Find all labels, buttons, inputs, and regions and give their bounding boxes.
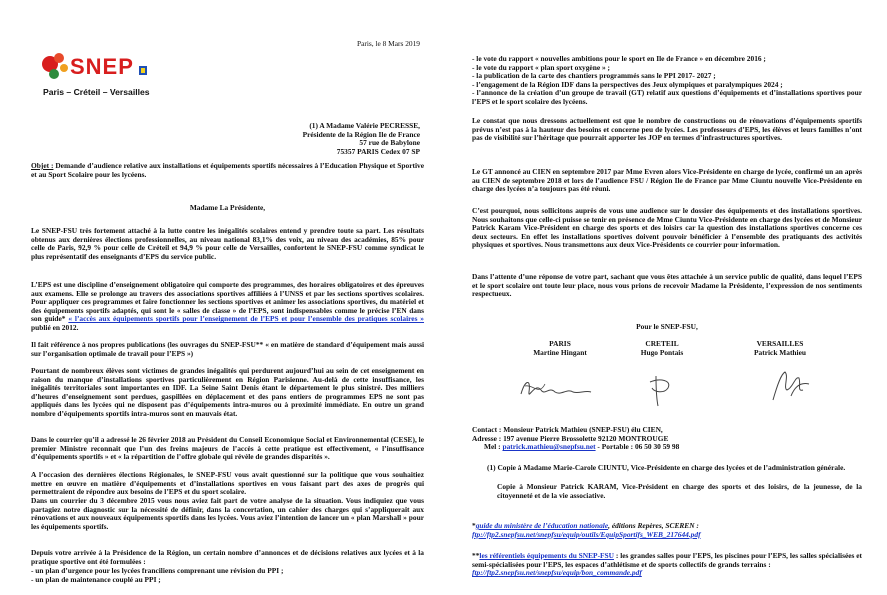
signatory-paris	[515, 340, 605, 357]
footnote-url[interactable]: ftp://ftp2.snepfsu.net/snepfsu/equip/outils/EquipSportifs_WEB_217644.pdf	[472, 529, 701, 539]
object-text: Demande d’audience relative aux installations et équipements sportifs nécessaires à l’Education Physique et Sportive et au Sport Scolaire pour les lycéens.	[31, 161, 424, 179]
paragraph: Dans l’attente d’une réponse de votre part, sachant que vous êtes attachée à un service public de qualité, dans lequel l’EPS et le sport scolaire ont toute leur place, nous vous prions de recevoir Madame la Présidente, l’expression de nos sentiments respectueux.	[472, 272, 862, 299]
signatory-name: Patrick Mathieu	[754, 347, 806, 357]
org-line: Paris – Créteil – Versailles	[43, 87, 150, 97]
recipient-line: 75357 PARIS Cedex 07 SP	[336, 146, 420, 156]
list-item: - la publication de la carte des chantiers programmés sans le PPI 2017- 2027 ;	[472, 71, 716, 81]
signature-pontais-image	[640, 372, 690, 408]
paragraph: Dans un courrier du 3 décembre 2015 vous nous aviez fait part de votre analyse de la situation. Vous indiquiez que vous partagiez notre diagnostic sur la nécessité de définir, dans la concertation, un cahier des charges qui s’appliquerait aux rénovations et aux nouveaux équipements sportifs dans les lycées. Vous aviez l’intention de lancer un « plan Marshall » pour les équipements sportifs.	[31, 496, 424, 531]
signature-mathieu-image	[765, 366, 815, 406]
footnote-text: : les grandes salles pour l’EPS, les piscines pour l’EPS, les salles spécialisées et semi-spécialisées pour l’EPS, les espaces d’athlétisme et de sports collectifs de grands terrains :	[472, 551, 862, 569]
signatory-city: PARIS	[549, 339, 571, 348]
recipient-block	[258, 122, 420, 156]
recipient-line: Présidente de la Région Ile de France	[302, 129, 420, 139]
contact-block	[472, 426, 862, 452]
paragraph: Le constat que nous dressons actuellement est que le nombre de constructions ou de rénovations d’équipements sportifs prévus n’est pas à la hauteur des besoins et concerne peu de lycées. Les professeurs d’EPS, les élèves et leurs familles n’ont pas de visibilité sur l’héritage que pourrait apporter les JOP en termes d’infrastructures sportives.	[472, 116, 862, 143]
signatory-city: VERSAILLES	[756, 339, 804, 348]
snep-logo	[40, 50, 160, 86]
copy-note: Copie à Monsieur Patrick KARAM, Vice-Président en charge des sports et des loisirs, de la jeunesse, de la citoyenneté et de la vie associative.	[497, 482, 862, 500]
footnote-marker: *	[472, 521, 476, 530]
paragraph: Il fait référence à nos propres publications (les ouvrages du SNEP-FSU** « en matière de standard d’équipement mais aussi sur l’organisation optimale de travail pour l’EPS »)	[31, 340, 424, 358]
footnote-link[interactable]: les référentiels équipements du SNEP-FSU	[479, 551, 614, 560]
copy-note: (1) Copie à Madame Marie-Carole CIUNTU, Vice-Présidente en charge des lycées et de l’administration générale.	[487, 463, 846, 472]
signatory-versailles	[735, 340, 825, 357]
footnote-text: , éditions Repères, SCEREN :	[608, 521, 699, 530]
list-item: - un plan de maintenance couplé au PPI ;	[31, 574, 161, 584]
guide-link[interactable]: « l’accès aux équipements sportifs pour l’enseignement de l’EPS et pour l’ensemble des pratiques scolaires »	[68, 314, 425, 324]
signatory-creteil	[617, 340, 707, 357]
contact-phone: - Portable : 06 50 30 59 98	[595, 442, 680, 452]
object-label: Objet :	[31, 161, 54, 170]
signatory-city: CRETEIL	[645, 339, 679, 348]
contact-line	[472, 443, 862, 452]
footnote	[472, 552, 862, 578]
signature-hingant-image	[515, 372, 595, 406]
signoff: Pour le SNEP-FSU,	[636, 322, 698, 331]
contact-line: Contact : Monsieur Patrick Mathieu (SNEP-FSU) élu CIEN,	[472, 425, 663, 434]
list-item: - l’engagement de la Région IDF dans la perspectives des Jeux olympiques et paralympiques 2024 ;	[472, 79, 783, 89]
signatory-name: Hugo Pontais	[640, 347, 684, 357]
recipient-line: (1) A Madame Valérie PECRESSE,	[309, 121, 420, 130]
logo-wordmark: SNEP	[70, 54, 134, 79]
paragraph: C’est pourquoi, nous sollicitons auprès de vous une audience sur le dossier des équipements et des installations sportives. Nous souhaitons que celle-ci puisse se tenir en présence de Mme Ciuntu Vice-Présidente en charge des lycées et de Monsieur Patrick Karam Vice-Président en charge des sports et des loisirs car la question des installations sportives concerne ces deux secteurs. En effet les installations sportives doivent pouvoir bénéficier à l’ensemble des pratiquants des activités physiques et sportives. Nous transmettons aux deux Vice-Présidents ce courrier pour information.	[472, 206, 862, 250]
list-item: - le vote du rapport « plan sport oxygène » ;	[472, 62, 610, 72]
recipient-line: 57 rue de Babylone	[359, 138, 420, 148]
list-item: - le vote du rapport « nouvelles ambitions pour le sport en Ile de France » en décembre 2016 ;	[472, 54, 766, 63]
bullet-list	[31, 567, 424, 584]
paragraph: Le GT annoncé au CIEN en septembre 2017 par Mme Evren alors Vice-Présidente en charge de lycée, confirmé un an après au CIEN de septembre 2018 et lors de l’audience FSU / Région Ile de France par Mme Ciuntu nouvelle Vice-Présidente en charge des lycées n’a toujours pas été réuni.	[472, 167, 862, 194]
paragraph: Le SNEP-FSU très fortement attaché à la lutte contre les inégalités scolaires entend y prendre toute sa part. Les résultats obtenus aux dernières élections professionnelles, au niveau national 83,1% des voix, au niveau des académies, 85% pour celle de Paris, 92,9 % pour celle de Créteil et 94,9 % pour celle de Versailles, confortent le SNEP-FSU comme syndicat le plus représentatif des enseignants d’EPS du service public.	[31, 226, 424, 261]
footnote-marker: **	[472, 551, 480, 560]
bullet-list	[472, 55, 862, 107]
signatory-name: Martine Hingant	[533, 347, 587, 357]
mel-label: Mel :	[484, 442, 503, 452]
list-item: - l’annonce de la création d’un groupe de travail (GT) relatif aux questions d’équipements et d’installations sportives pour l’EPS et le sport scolaire des lycéens.	[472, 88, 862, 106]
paragraph: A l’occasion des dernières élections Régionales, le SNEP-FSU vous avait questionné sur la politique que vous souhaitiez mettre en œuvre en matière d’équipements et d’installations sportives en vous faisant part des axes de progrès qui permettraient de répondre aux besoins de l’EPS et du sport scolaire.	[31, 470, 424, 497]
footnote-link[interactable]: guide du ministère de l’éducation nationale	[475, 521, 609, 530]
letter-date: Paris, le 8 Mars 2019	[356, 39, 420, 48]
paragraph: Dans le courrier qu’il a adressé le 26 février 2018 au Président du Conseil Economique Social et Environnemental (CESE), le premier Ministre reconnait que l’un des freins majeurs de l’accès à cette pratique est effectivement, « l’insuffisance d’équipements sportifs » et « la répartition de l’offre globale qui révèle de grandes disparités ».	[31, 435, 424, 462]
contact-email-link[interactable]: patrick.mathieu@snepfsu.net	[502, 442, 596, 452]
paragraph-text: publié en 2012.	[31, 322, 79, 332]
footnote	[472, 522, 862, 539]
paragraph: Depuis votre arrivée à la Présidence de la Région, un certain nombre d’annonces et de décisions relatives aux lycées et à la pratique sportive ont été formulées :	[31, 548, 424, 566]
salutation: Madame La Présidente,	[189, 203, 266, 212]
list-item: - un plan d’urgence pour les lycées franciliens comprenant une révision du PPI ;	[31, 566, 284, 575]
paragraph-text: L’EPS est une discipline d’enseignement obligatoire qui comporte des programmes, des horaires obligatoires et des épreuves aux examens. Elle se prolonge au travers des associations sportives affiliées à l’UNSS et par les sections sportives scolaires. Pour appliquer ces programmes et faire fonctionner les sections sportives et animer les associations sportives, du matériel et des équipements sportifs adaptés, qui sont le « salles de classe » de l’EPS, sont indispensables comme le précise l’EN dans son guide*	[31, 280, 424, 324]
paragraph: Pourtant de nombreux élèves sont victimes de grandes inégalités qui perdurent aujourd’hui au sein de cet enseignement en raison du manque d’installations sportives particulièrement en Région Parisienne. Au-delà de cette insuffisance, les inégalités territoriales sont importantes en IDF. La Seine Saint Denis étant le département le plus sinistré. Des milliers d’heures d’enseignement sont perdues, gaspillées en déplacement et des pans entiers de programmes EPS ne sont pas appliqués dans les lycées qui ne disposent pas d’équipements intra-muros ou à proximité immédiate. En outre un grand nombre d’équipements sportifs intra-muros sont en mauvais état.	[31, 366, 424, 418]
contact-line: Adresse : 197 avenue Pierre Brossolette 92120 MONTROUGE	[472, 433, 669, 443]
paragraph	[31, 281, 424, 333]
footnote-url[interactable]: ftp://ftp2.snepfsu.net/snepfsu/equip/bon_commande.pdf	[472, 568, 642, 578]
object-line	[31, 162, 424, 179]
